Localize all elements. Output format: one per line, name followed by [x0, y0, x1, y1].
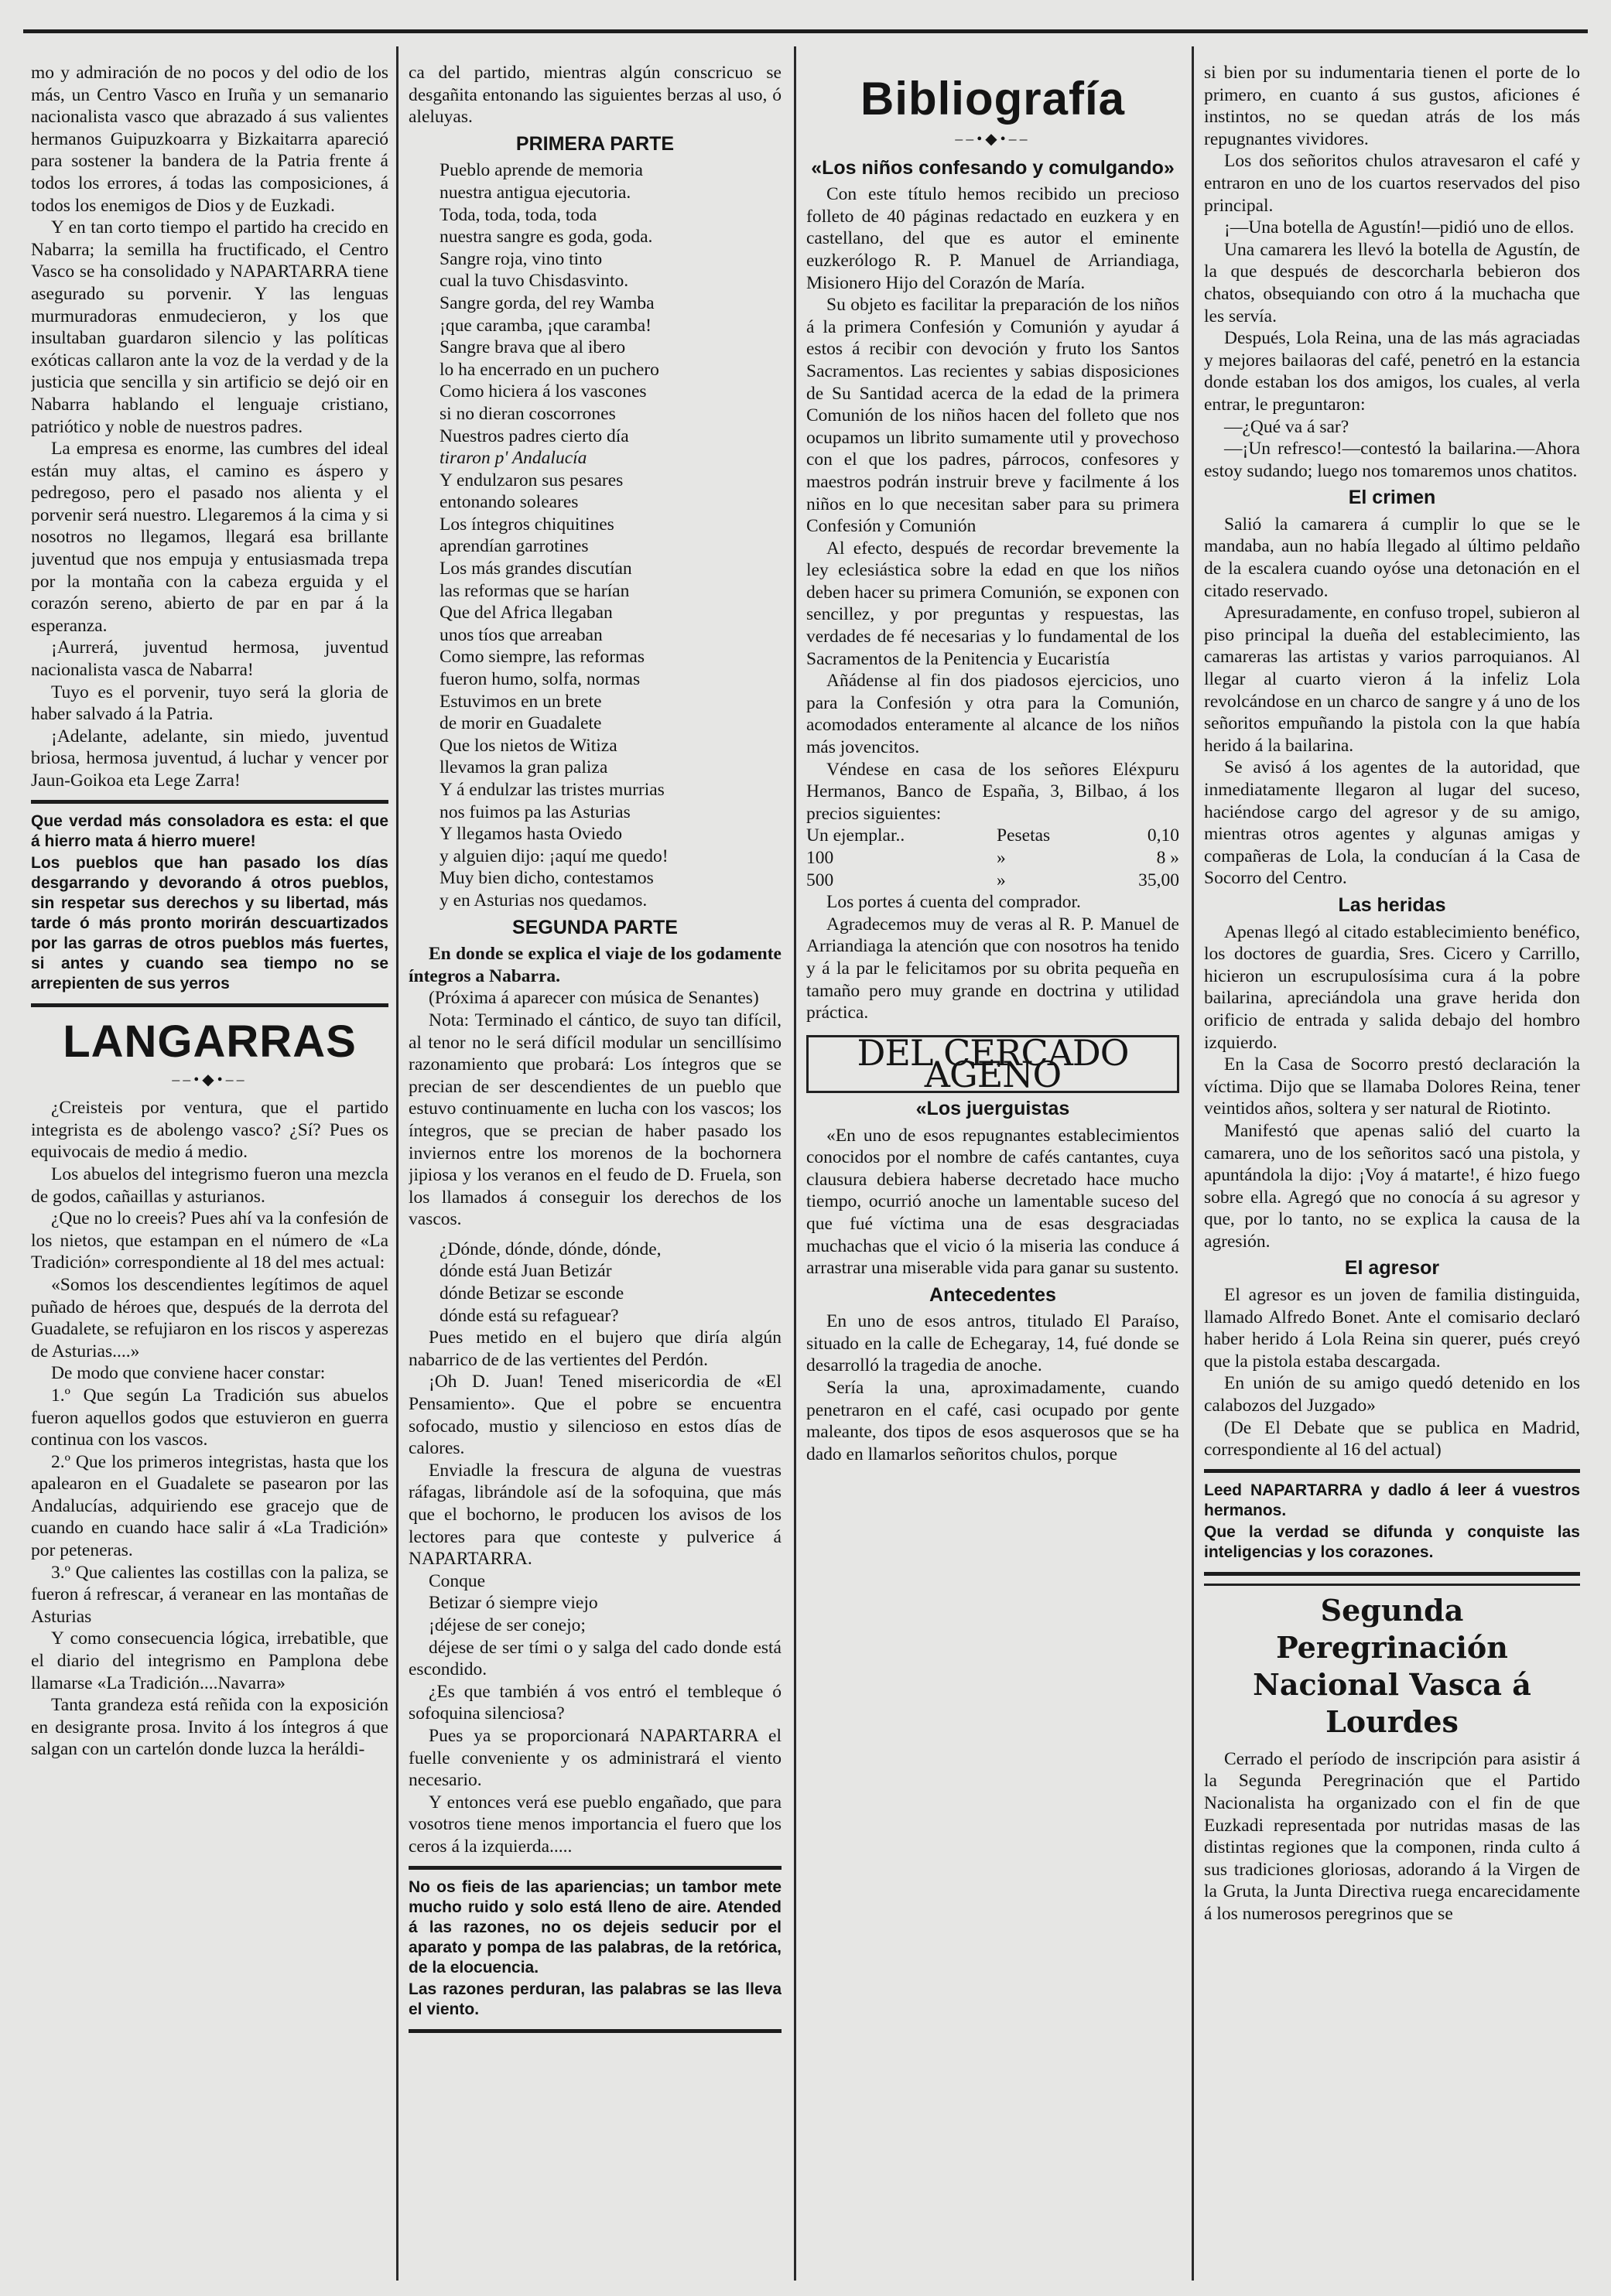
article-paragraph: 3.º Que calientes las costillas con la paliza, se fueron á refrescar, á veranear en las montañas de Asturias [31, 1562, 388, 1627]
table-row [806, 870, 1179, 892]
notice-box [1204, 1469, 1580, 1576]
maxim-text: Los pueblos que han pasado los días desgarrando y devorando á otros pueblos, sin respetar sus derechos y su libertad, más tarde ó más pronto morirán descuartizados por las garras de otros pueblos más fuertes, si antes y cuando sea tiempo no se arrepienten de sus yerros [31, 853, 388, 993]
maxim-text: No os fieis de las apariencias; un tambor mete mucho ruido y solo está lleno de aire. Atended á las razones, no os dejeis seducir por el aparato y pompa de las palabras, de la retórica, de la elocuencia. [409, 1877, 782, 1977]
article-subtitle: «Los juerguistas [915, 1097, 1070, 1119]
article-paragraph: Se avisó á los agentes de la autoridad, que inmediatamente llegaron al lugar del suceso, haciéndose cargo del agresor y de su amigo, mientras otros agentes y algunas amigas y compañeras de Lola, la conducían á la Casa de Socorro del Centro. [1204, 757, 1580, 889]
verse-line: dónde está su refaguear? [440, 1305, 619, 1326]
article-subtitle: Las heridas [1338, 893, 1446, 916]
article-paragraph: Pues metido en el bujero que diría algún nabarrico de de las vertientes del Perdón. [409, 1327, 782, 1370]
column-rule-3 [1192, 46, 1194, 2281]
article-paragraph: Agradecemos muy de veras al R. P. Manuel de Arriandiaga la atención que con nosotros ha tenido y á la par le felicitamos por su obrita pequeña en tamaño pero muy grande en doctrina y utilidad práctica. [806, 914, 1179, 1023]
column-2 [409, 62, 782, 2281]
price-value: 8 » [1156, 848, 1179, 868]
article-paragraph: Manifestó que apenas salió del cuarto la camarera, uno de los señoritos sacó una pistola, y apuntándola la dijo: ¡Voy á matarte!, é hizo fuego sobre ella. Agregó que no conocía á su agresor y que, por lo tanto, no se explica la causa de la agresión. [1204, 1120, 1580, 1252]
verse-line: Pueblo aprende de memoria [440, 160, 643, 181]
article-paragraph: ¿Es que también á vos entró el tembleque ó sofoquina silenciosa? [409, 1681, 782, 1724]
article-paragraph: ¿Que no lo creeis? Pues ahí va la confesión de los nietos, que estampan en el número de «La Tradición» correspondiente al 18 del mes actual: [31, 1208, 388, 1273]
verse-block [409, 159, 782, 911]
article-paragraph: —¡Un refresco!—contestó la bailarina.—Ahora estoy sudando; luego nos tomaremos unos chatitos. [1204, 439, 1580, 481]
article-subtitle: El crimen [1348, 487, 1436, 509]
article-paragraph: En uno de esos antros, titulado El Paraíso, situado en la calle de Echegaray, 14, fué donde se desarrolló la tragedia de anoche. [806, 1311, 1179, 1376]
verse-line: Estuvimos en un brete [440, 691, 602, 712]
verse-line: nuestra sangre es goda, goda. [440, 227, 653, 248]
maxim-text: Que verdad más consoladora es esta: el que á hierro mata á hierro muere! [31, 811, 388, 850]
price-value: 0,10 [1147, 825, 1179, 846]
verse-line: Toda, toda, toda, toda [440, 204, 597, 225]
verse-line: tiraron p' Andalucía [440, 448, 587, 469]
ornament-divider: ⎯⎯•◆•⎯⎯ [172, 1071, 248, 1088]
verse-line: dónde Betizar se esconde [440, 1283, 624, 1304]
article-paragraph: Enviadle la frescura de alguna de vuestras ráfagas, librándole así de la sofoquina, que más que el bochorno, le producen los avisos de los lectores para que conteste y pulverice á NAPARTARRA. [409, 1460, 782, 1570]
article-paragraph: En la Casa de Socorro prestó declaración la víctima. Dijo que se llamaba Dolores Reina, tener veintidos años, soltera y ser natural de Riotinto. [1204, 1054, 1580, 1119]
section-heading: SEGUNDA PARTE [512, 916, 678, 938]
article-paragraph: La empresa es enorme, las cumbres del ideal están muy altas, el camino es áspero y pedregoso, pero el pasado nos alienta y el porvenir será nuestro. Llegaremos á la cima y si nosotros no llegamos, llegará esa brillante juventud que nos empuja y entusiasmada trepa por la montaña con la cabeza erguida y el corazón sereno, abierto de par en par á la esperanza. [31, 439, 388, 636]
article-paragraph: déjese de ser tími o y salga del cado donde está escondido. [409, 1637, 782, 1680]
section-heading: PRIMERA PARTE [515, 132, 675, 155]
price-unit: » [997, 870, 1006, 890]
article-paragraph: Conque [429, 1570, 486, 1591]
verse-line: Que del Africa llegaban [440, 603, 613, 624]
article-paragraph: —¿Qué va á sar? [1224, 416, 1349, 437]
verse-line: llevamos la gran paliza [440, 757, 608, 778]
price-value: 35,00 [1138, 870, 1179, 890]
article-paragraph: mo y admiración de no pocos y del odio de los más, un Centro Vasco en Iruña y un semanario nacionalista vasco que abrazado á sus valientes hermanos Guipuzkoarra y Bizkaitarra apareció para sostener la bandera de la Patria frente á todos los errores, á todas las composiciones, á todos los enemigos de Dios y de Euzkadi. [31, 63, 388, 216]
verse-line: lo ha encerrado en un puchero [440, 359, 659, 380]
article-paragraph: ¡déjese de ser conejo; [429, 1614, 586, 1635]
verse-block [409, 1239, 782, 1327]
verse-line: nos fuimos pa las Asturias [440, 801, 631, 822]
article-paragraph: De modo que conviene hacer constar: [51, 1363, 326, 1384]
section-title-cercado: DEL CERCADO AGENO [806, 1035, 1179, 1093]
verse-line: si no dieran coscorrones [440, 403, 616, 424]
article-paragraph: En donde se explica el viaje de los godamente íntegros a Nabarra. [409, 944, 782, 986]
article-paragraph: Apresuradamente, en confuso tropel, subieron al piso principal la dueña del establecimiento, las camareras las artistas y varios parroquianos. Al llegar al cuarto vieron á la infeliz Lola revolcándose en un charco de sangre y á uno de los señoritos empuñando la pistola con la que había herido á la bailarina. [1204, 603, 1580, 756]
article-paragraph: Nota: Terminado el cántico, de suyo tan difícil, al tenor no le será difícil modular un sencillísimo razonamiento que probará: Los íntegros que se precian de ser descendientes de un pueblo que estuvo continuamente en lucha con los vascos; los íntegros, que se precian de haber pasado los inviernos entre los morenos de la bochornera jipiosa y los veranos en el feudo de D. Fruela, son los llamados á conseguir los derechos de los vascos. [409, 1010, 782, 1230]
article-paragraph: Sería la una, aproximadamente, cuando penetraron en el café, casi ocupado por gente maleante, dos tipos de esos asquerosos que se ha dado en llamarlos señoritos chulos, porque [806, 1378, 1179, 1464]
verse-line: ¡que caramba, ¡que caramba! [440, 315, 652, 336]
verse-line: Sangre brava que al ibero [440, 337, 626, 358]
article-paragraph: En unión de su amigo quedó detenido en los calabozos del Juzgado» [1204, 1373, 1580, 1416]
article-paragraph: ¡Aurrerá, juventud hermosa, juventud nacionalista vasca de Nabarra! [31, 637, 388, 681]
verse-line: Los más grandes discutían [440, 559, 632, 579]
verse-line: Sangre roja, vino tinto [440, 248, 603, 269]
article-paragraph: Los portes á cuenta del comprador. [826, 892, 1081, 913]
verse-line: Y endulzaron sus pesares [440, 470, 624, 490]
article-paragraph: Véndese en casa de los señores Eléxpuru Hermanos, Banco de España, 3, Bilbao, á los precios siguientes: [806, 759, 1179, 824]
article-paragraph: ¡—Una botella de Agustín!—pidió uno de ellos. [1224, 217, 1575, 238]
verse-line: Como hiciera á los vascones [440, 381, 647, 402]
verse-line: Y llegamos hasta Oviedo [440, 824, 623, 845]
price-qty: 500 [806, 870, 834, 890]
verse-line: ¿Dónde, dónde, dónde, dónde, [440, 1239, 662, 1259]
verse-line: y en Asturias nos quedamos. [440, 890, 648, 911]
verse-line: Sangre gorda, del rey Wamba [440, 292, 655, 313]
article-paragraph: Y en tan corto tiempo el partido ha crecido en Nabarra; la semilla ha fructificado, el Centro Vasco se ha consolidado y NAPARTARRA tiene asegurado su porvenir. Y las lenguas murmuradoras enmudecieron, y los que insultaban guardaron silencio y las políticas exóticas callaron ante la voz de la verdad y de la justicia que sencilla y sin artificio se dejó oir en Nabarra hablando el lenguaje cristiano, patriótico y noble de nuestros padres. [31, 217, 388, 437]
article-paragraph: ¿Creisteis por ventura, que el partido integrista es de abolengo vasco? ¿Sí? Pues os equivocais de medio á medio. [31, 1098, 388, 1163]
verse-line: Nuestros padres cierto día [440, 425, 629, 446]
verse-line: fueron humo, solfa, normas [440, 669, 641, 690]
article-paragraph: ¡Oh D. Juan! Tened misericordia de «El Pensamiento». Que el pobre se encuentra sofocado, mustio y silencioso en estos días de calores. [409, 1372, 782, 1459]
article-paragraph: Una camarera les llevó la botella de Agustín, de la que después de descorcharla bebieron dos chatos, obsequiando con otro á la muchacha que les servía. [1204, 239, 1580, 326]
column-1 [31, 62, 388, 2281]
verse-line: de morir en Guadalete [440, 713, 602, 734]
article-subtitle: Antecedentes [929, 1283, 1056, 1306]
article-paragraph: Con este título hemos recibido un precioso folleto de 40 páginas redactado en euzkera y en castellano, del que es autor el eminente euzkerólogo R. P. Manuel de Arriandiaga, Misionero Hijo del Corazón de María. [806, 184, 1179, 293]
article-paragraph: Al efecto, después de recordar brevemente la ley eclesiástica sobre la edad en que los niños deben hacer su primera Comunión, se exponen con sencillez, y por preguntas y respuestas, las verdades de fé necesarias y lo fundamental de los Sacramentos de la Penitencia y Eucaristía [806, 538, 1179, 669]
verse-line: nuestra antigua ejecutoria. [440, 182, 631, 203]
article-paragraph: ca del partido, mientras algún conscricuo se desgañita entonando las siguientes berzas al uso, ó aleluyas. [409, 63, 782, 128]
table-row [806, 825, 1179, 847]
article-paragraph: Después, Lola Reina, una de las más agraciadas y mejores bailaoras del café, penetró en la estancia donde estaban los dos amigos, los cuales, al verla entrar, le preguntaron: [1204, 328, 1580, 415]
article-paragraph: Salió la camarera á cumplir lo que se le mandaba, aun no había llegado al último peldaño de la escalera cuando oyóse una detonación en el citado reservado. [1204, 514, 1580, 601]
verse-line: aprendían garrotines [440, 536, 589, 557]
article-paragraph: Y como consecuencia lógica, irrebatible, que el diario del integrismo en Pamplona debe llamarse «La Tradición....Navarra» [31, 1628, 388, 1693]
article-paragraph: Los dos señoritos chulos atravesaron el café y entraron en uno de los cuartos reservados del piso principal. [1204, 151, 1580, 216]
maxim-text: Las razones perduran, las palabras se las lleva el viento. [409, 1980, 782, 2018]
price-unit: Pesetas [997, 825, 1051, 846]
article-paragraph: Pues ya se proporcionará NAPARTARRA el fuelle conveniente y os administrará el viento necesario. [409, 1725, 782, 1791]
price-qty: Un ejemplar.. [806, 825, 905, 846]
verse-line: y alguien dijo: ¡aquí me quedo! [440, 846, 669, 866]
article-paragraph: «Somos los descendientes legítimos de aquel puñado de héroes que, después de la derrota del Guadalete, se refujiaron en los riscos y asperezas de Asturias....» [31, 1274, 388, 1362]
article-title-langarras: LANGARRAS [63, 1016, 357, 1067]
verse-line: las reformas que se harían [440, 580, 630, 601]
article-paragraph: Añádense al fin dos piadosos ejercicios, uno para la Confesión y otra para la Comunión, acomodados enteramente al alcance de los niños más jovencitos. [806, 671, 1179, 758]
article-paragraph: Los abuelos del integrismo fueron una mezcla de godos, cañaillas y asturianos. [31, 1163, 388, 1207]
article-paragraph: 1.º Que según La Tradición sus abuelos fueron aquellos godos que estuvieron en guerra continua con los vascos. [31, 1385, 388, 1450]
article-paragraph: 2.º Que los primeros integristas, hasta que los apalearon en el Guadalete se pasearon por las Andalucías, adquiriendo ese gracejo que de cuando en cuando hace salir á «La Tradición» por peteneras. [31, 1451, 388, 1561]
column-rule-1 [396, 46, 398, 2281]
maxim-box [409, 1866, 782, 2033]
article-title-bibliografia: Bibliografía [860, 73, 1126, 125]
column-rule-2 [794, 46, 796, 2281]
article-title-peregrinacion: Segunda Peregrinación Nacional Vasca á Lourdes [1204, 1584, 1580, 1741]
maxim-box [31, 800, 388, 1007]
article-subtitle: El agresor [1344, 1257, 1440, 1280]
verse-line: Y á endulzar las tristes murrias [440, 780, 665, 800]
article-subtitle: «Los niños confesando y comulgando» [811, 156, 1175, 179]
article-paragraph: Y entonces verá ese pueblo engañado, que para vosotros tiene menos importancia el fuero que los ceros á la izquierda..... [409, 1792, 782, 1857]
verse-line: unos tíos que arreaban [440, 624, 603, 645]
article-paragraph: Apenas llegó al citado establecimiento benéfico, los doctores de guardia, Sres. Cicero y Carrillo, hicieron un escrupulosísima cura á la pobre bailarina, apreciándola una grave herida don orificio de entrada y salida debajo del hombro izquierdo. [1204, 921, 1580, 1053]
notice-text: Que la verdad se difunda y conquiste las inteligencias y los corazones. [1204, 1522, 1580, 1561]
verse-line: entonando soleares [440, 492, 579, 513]
article-paragraph: El agresor es un joven de familia distinguida, llamado Alfredo Bonet. Ante el comisario declaró haber herido á Lola Reina sin querer, pués creyó que la pistola estaba descargada. [1204, 1285, 1580, 1372]
article-paragraph: «En uno de esos repugnantes establecimientos conocidos por el nombre de cafés cantantes, cuya clausura debiera haberse decretado hace mucho tiempo, ocurrió anoche un lamentable suceso del que fué víctima una de esas desgraciadas muchachas que el vicio ó la miseria las conduce á arrastrar una miserable vida para ganar su sustento. [806, 1125, 1179, 1279]
verse-line: Como siempre, las reformas [440, 647, 645, 668]
verse-line: dónde está Juan Betizár [440, 1261, 612, 1282]
article-paragraph: Cerrado el período de inscripción para asistir á la Segunda Peregrinación que el Partido Nacionalista ha organizado con el fin de que Euzkadi representada por nutridas masas de las distintas regiones que la componen, rinda culto á sus tradiciones gloriosas, adorando á la Virgen de la Gruta, la Junta Directiva ruega encarecidamente á los numerosos peregrinos que se [1204, 1748, 1580, 1924]
article-paragraph: Tanta grandeza está reñida con la exposición en desigrante prosa. Invito á los íntegros á que salgan con un cartelón donde luzca la heráldi- [31, 1695, 388, 1760]
notice-text: Leed NAPARTARRA y dadlo á leer á vuestros hermanos. [1204, 1481, 1580, 1519]
article-paragraph: Betizar ó siempre viejo [429, 1593, 598, 1614]
verse-line: cual la tuvo Chisdasvinto. [440, 271, 629, 292]
verse-line: Muy bien dicho, contestamos [440, 868, 654, 889]
article-paragraph: (Próxima á aparecer con música de Senantes) [429, 988, 759, 1009]
ornament-divider: ⎯⎯•◆•⎯⎯ [955, 131, 1031, 148]
table-row [806, 847, 1179, 870]
verse-line: Que los nietos de Witiza [440, 735, 617, 756]
verse-line: Los íntegros chiquitines [440, 514, 614, 535]
column-4 [1204, 62, 1580, 2281]
article-paragraph: ¡Adelante, adelante, sin miedo, juventud briosa, hermosa juventud, á luchar y vencer por Jaun-Goikoa eta Lege Zarra! [31, 726, 388, 791]
column-3 [806, 62, 1179, 2281]
top-rule [23, 29, 1588, 33]
price-qty: 100 [806, 848, 834, 868]
article-paragraph: si bien por su indumentaria tienen el porte de lo primero, en cuanto á sus gustos, aficiones é instintos, no se quedan atrás de los más repugnantes vividores. [1204, 63, 1580, 149]
article-paragraph: (De El Debate que se publica en Madrid, correspondiente al 16 del actual) [1204, 1417, 1580, 1461]
article-paragraph: Su objeto es facilitar la preparación de los niños á la primera Confesión y Comunión y ayudar á estos á recibir con devoción y fruto los Santos Sacramentos. Las recientes y sabias disposiciones de Su Santidad acerca de la edad de la primera Comunión de los niños hacen del folleto que nos ocupamos un librito sumamente util y provechoso con el que los padres, párrocos, confesores y maestros podrán instruir breve y facilmente á los niños en lo que necesitan saber para su primera Confesión y Comunión [806, 295, 1179, 537]
price-unit: » [997, 848, 1006, 868]
price-table [806, 825, 1179, 891]
article-paragraph: Tuyo es el porvenir, tuyo será la gloria de haber salvado á la Patria. [31, 682, 388, 725]
